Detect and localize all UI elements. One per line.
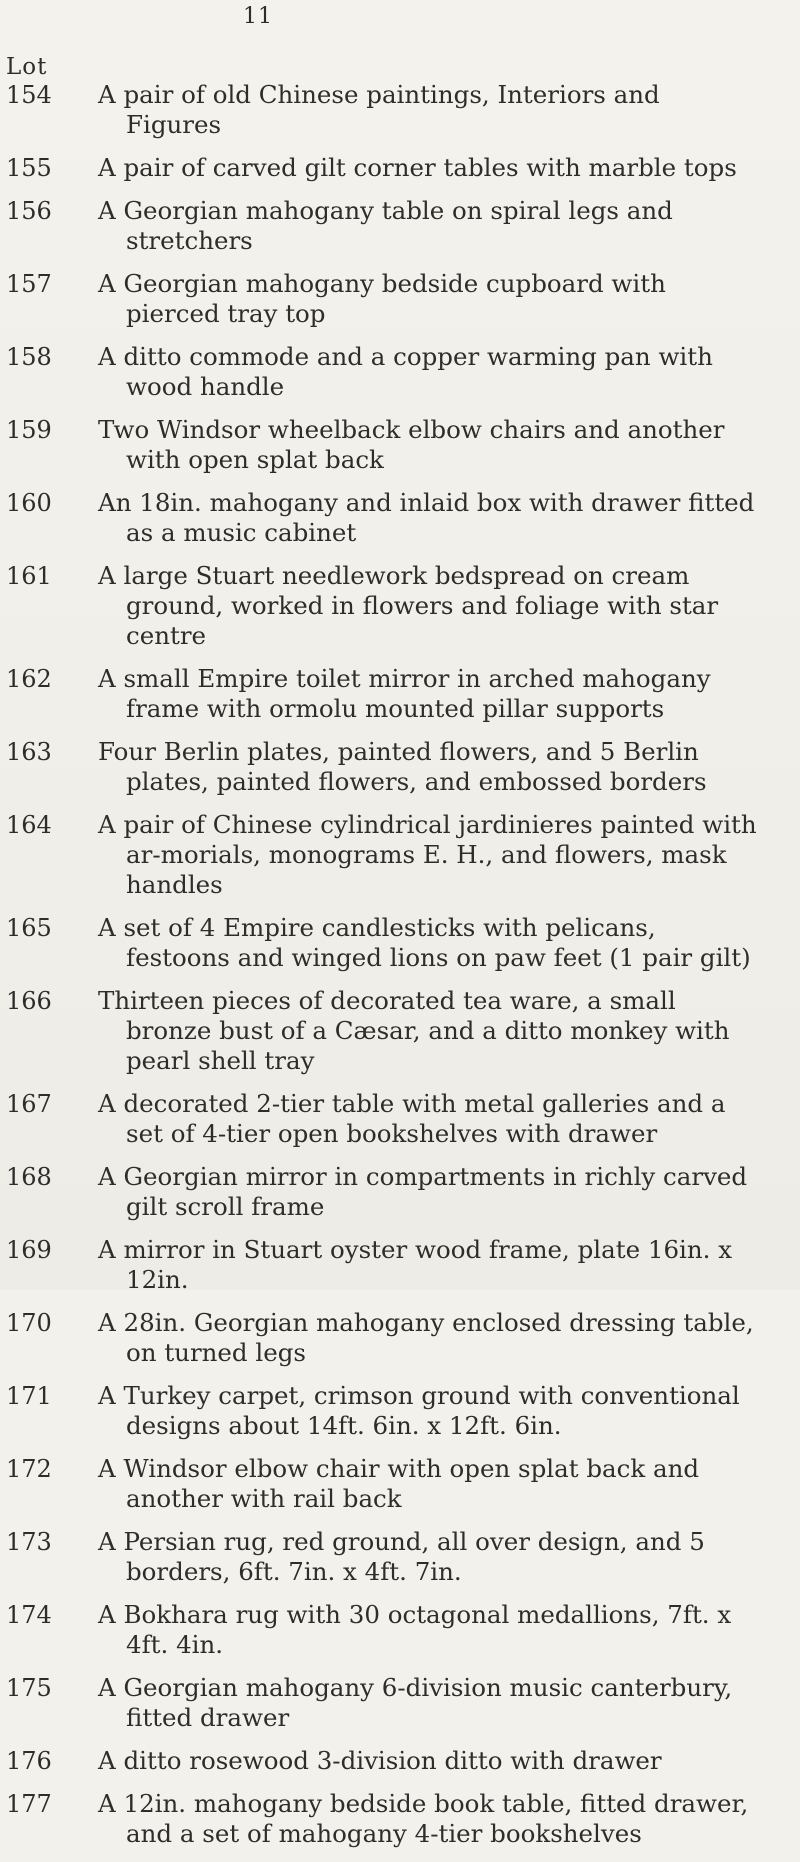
lot-entry (0, 1381, 800, 1441)
lot-description: A large Stuart needlework bedspread on cream ground, worked in flowers and foliage with star centre (98, 561, 719, 650)
lot-number: 169 (6, 1236, 52, 1264)
lot-number: 158 (6, 343, 52, 371)
lot-entry (0, 810, 800, 900)
lot-entry (0, 415, 800, 475)
lot-description: A ditto commode and a copper warming pan with wood handle (98, 342, 713, 401)
page-number: 11 (243, 4, 273, 29)
lot-description: A set of 4 Empire candlesticks with pelicans, festoons and winged lions on paw feet (1 pair gilt) (98, 913, 751, 972)
lot-number: 164 (6, 811, 52, 839)
lot-description: A pair of carved gilt corner tables with marble tops (98, 153, 737, 182)
lot-entry (0, 1162, 800, 1222)
lot-entry (0, 196, 800, 256)
lot-description: A ditto rosewood 3-division ditto with drawer (98, 1746, 662, 1775)
lot-description: A 12in. mahogany bedside book table, fitted drawer, and a set of mahogany 4-tier bookshelves (98, 1789, 749, 1848)
lot-number: 174 (6, 1601, 52, 1629)
lot-description: Four Berlin plates, painted flowers, and 5 Berlin plates, painted flowers, and embossed borders (98, 737, 707, 796)
lot-description: An 18in. mahogany and inlaid box with drawer fitted as a music cabinet (98, 488, 755, 547)
lot-number: 176 (6, 1747, 52, 1775)
lot-description: A 28in. Georgian mahogany enclosed dressing table, on turned legs (98, 1308, 754, 1367)
lot-description: A Windsor elbow chair with open splat back and another with rail back (98, 1454, 700, 1513)
lot-entry (0, 342, 800, 402)
lot-entry (0, 664, 800, 724)
lot-description: Two Windsor wheelback elbow chairs and another with open splat back (98, 415, 725, 474)
lot-number: 170 (6, 1309, 52, 1337)
lot-description: A Georgian mahogany table on spiral legs and stretchers (98, 196, 673, 255)
lot-entry (0, 269, 800, 329)
lot-entry (0, 913, 800, 973)
lot-description: A Turkey carpet, crimson ground with conventional designs about 14ft. 6in. x 12ft. 6in. (98, 1381, 740, 1440)
lot-description: A pair of Chinese cylindrical jardinieres painted with ar-morials, monograms E. H., and flowers, mask handles (98, 810, 757, 899)
lot-entry (0, 1746, 800, 1776)
lot-entry (0, 1235, 800, 1295)
lot-number: 165 (6, 914, 52, 942)
lot-entry (0, 737, 800, 797)
lot-entry (0, 1789, 800, 1849)
lot-entry (0, 1600, 800, 1660)
lot-number: 171 (6, 1382, 52, 1410)
lot-number: 161 (6, 562, 52, 590)
lot-number: 155 (6, 154, 52, 182)
lot-description: A pair of old Chinese paintings, Interiors and Figures (98, 80, 660, 139)
lot-description: A Persian rug, red ground, all over design, and 5 borders, 6ft. 7in. x 4ft. 7in. (98, 1527, 705, 1586)
lot-entry (0, 1089, 800, 1149)
lot-entry (0, 80, 800, 140)
lot-entry (0, 153, 800, 183)
lot-number: 177 (6, 1790, 52, 1818)
lot-description: A Bokhara rug with 30 octagonal medallions, 7ft. x 4ft. 4in. (98, 1600, 732, 1659)
lot-entry (0, 1673, 800, 1733)
lot-entry (0, 488, 800, 548)
lot-number: 172 (6, 1455, 52, 1483)
lot-description: A Georgian mirror in compartments in richly carved gilt scroll frame (98, 1162, 748, 1221)
lot-column-header: Lot (6, 54, 48, 80)
lot-description: A mirror in Stuart oyster wood frame, plate 16in. x 12in. (98, 1235, 733, 1294)
lot-number: 162 (6, 665, 52, 693)
lot-number: 154 (6, 81, 52, 109)
lot-description: A decorated 2-tier table with metal galleries and a set of 4-tier open bookshelves with drawer (98, 1089, 726, 1148)
lot-number: 173 (6, 1528, 52, 1556)
lot-description: A Georgian mahogany 6-division music canterbury, fitted drawer (98, 1673, 733, 1732)
lot-entry (0, 1454, 800, 1514)
lot-description: Thirteen pieces of decorated tea ware, a small bronze bust of a Cæsar, and a ditto monkey with pearl shell tray (98, 986, 730, 1075)
lot-entry (0, 1527, 800, 1587)
lot-number: 160 (6, 489, 52, 517)
lot-number: 157 (6, 270, 52, 298)
lot-number: 159 (6, 416, 52, 444)
lot-entry (0, 1308, 800, 1368)
lot-number: 156 (6, 197, 52, 225)
lot-number: 175 (6, 1674, 52, 1702)
lot-entry (0, 986, 800, 1076)
lot-entry (0, 561, 800, 651)
lot-number: 163 (6, 738, 52, 766)
lot-number: 167 (6, 1090, 52, 1118)
lot-description: A Georgian mahogany bedside cupboard with pierced tray top (98, 269, 666, 328)
lot-list (0, 80, 800, 1862)
lot-number: 168 (6, 1163, 52, 1191)
lot-description: A small Empire toilet mirror in arched mahogany frame with ormolu mounted pillar supports (98, 664, 711, 723)
lot-number: 166 (6, 987, 52, 1015)
